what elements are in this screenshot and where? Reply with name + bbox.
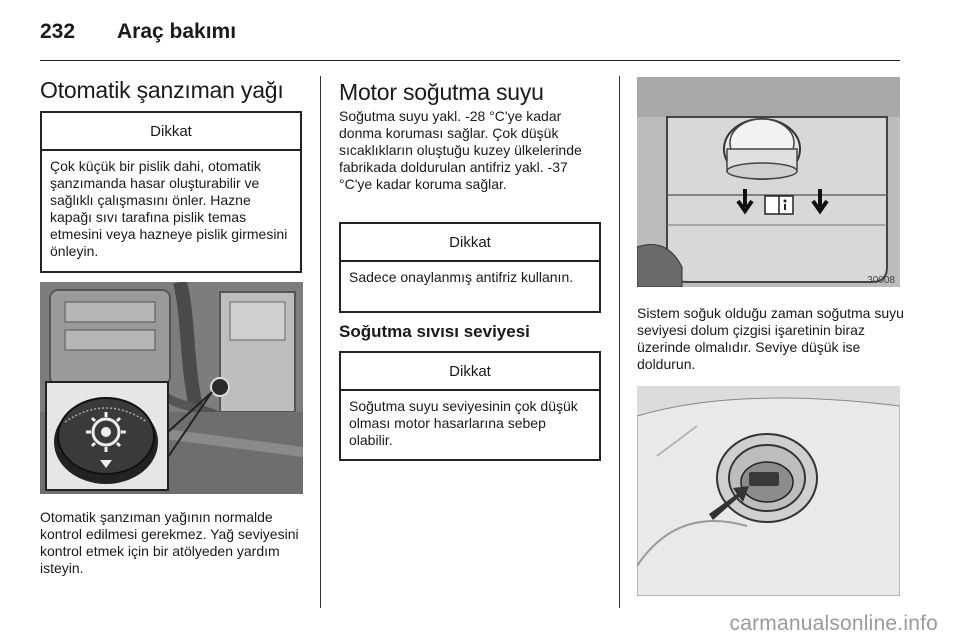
column-divider-2 — [619, 76, 620, 608]
notice-box-antifreeze — [339, 222, 601, 313]
header-divider — [40, 60, 900, 61]
notice-box-transmission — [40, 111, 302, 273]
notice-text: Çok küçük bir pislik dahi, otomatik şanzımanda hasar oluşturabilir ve sağlıklı çalışmasını önler. Hazne kapağı sıvı tarafına pislik temas etmesini veya hazneye pislik girmesini önleyin. — [50, 158, 288, 259]
section-heading-engine-coolant: Motor soğutma suyu — [339, 79, 544, 105]
section-heading-transmission-fluid: Otomatik şanzıman yağı — [40, 77, 284, 103]
page-header — [40, 18, 900, 60]
transmission-fluid-paragraph: Otomatik şanzıman yağının normalde kontrol edilmesi gerekmez. Yağ seviyesini kontrol etmek için bir atölyeden yardım isteyin. — [40, 509, 299, 576]
notice-title: Dikkat — [341, 353, 599, 391]
subheading-coolant-level: Soğutma sıvısı seviyesi — [339, 322, 530, 341]
engine-bay-illustration — [40, 282, 303, 494]
watermark: carmanualsonline.info — [729, 612, 938, 635]
coolant-level-paragraph: Sistem soğuk olduğu zaman soğutma suyu seviyesi dolum çizgisi işaretinin biraz üzerinde olmalıdır. Seviye düşük ise doldurun. — [637, 305, 904, 372]
manual-book-icon — [765, 196, 793, 214]
notice-text: Sadece onaylanmış antifriz kullanın. — [349, 269, 574, 285]
coolant-filler-neck-figure — [637, 386, 900, 596]
chapter-title: Araç bakımı — [117, 20, 237, 43]
coolant-reservoir-illustration — [637, 77, 900, 287]
transmission-fluid-cap-icon — [54, 398, 158, 484]
column-divider-1 — [320, 76, 321, 608]
figure-number: 30008 — [867, 275, 895, 286]
notice-title: Dikkat — [42, 113, 300, 151]
notice-title: Dikkat — [341, 224, 599, 262]
notice-text: Soğutma suyu seviyesinin çok düşük olması motor hasarlarına sebep olabilir. — [349, 398, 578, 448]
transmission-fluid-figure — [40, 282, 303, 494]
filler-neck-illustration — [637, 386, 900, 596]
coolant-reservoir-cap-icon — [724, 119, 800, 179]
coolant-reservoir-figure — [637, 77, 900, 287]
notice-box-coolant-level — [339, 351, 601, 461]
coolant-paragraph: Soğutma suyu yakl. -28 °C'ye kadar donma koruması sağlar. Çok düşük sıcaklıkların oluştuğu kuzey ülkelerinde fabrikada doldurulan antifriz yakl. -37 °C'ye kadar koruma sağlar. — [339, 108, 582, 192]
page-number: 232 — [40, 20, 76, 43]
